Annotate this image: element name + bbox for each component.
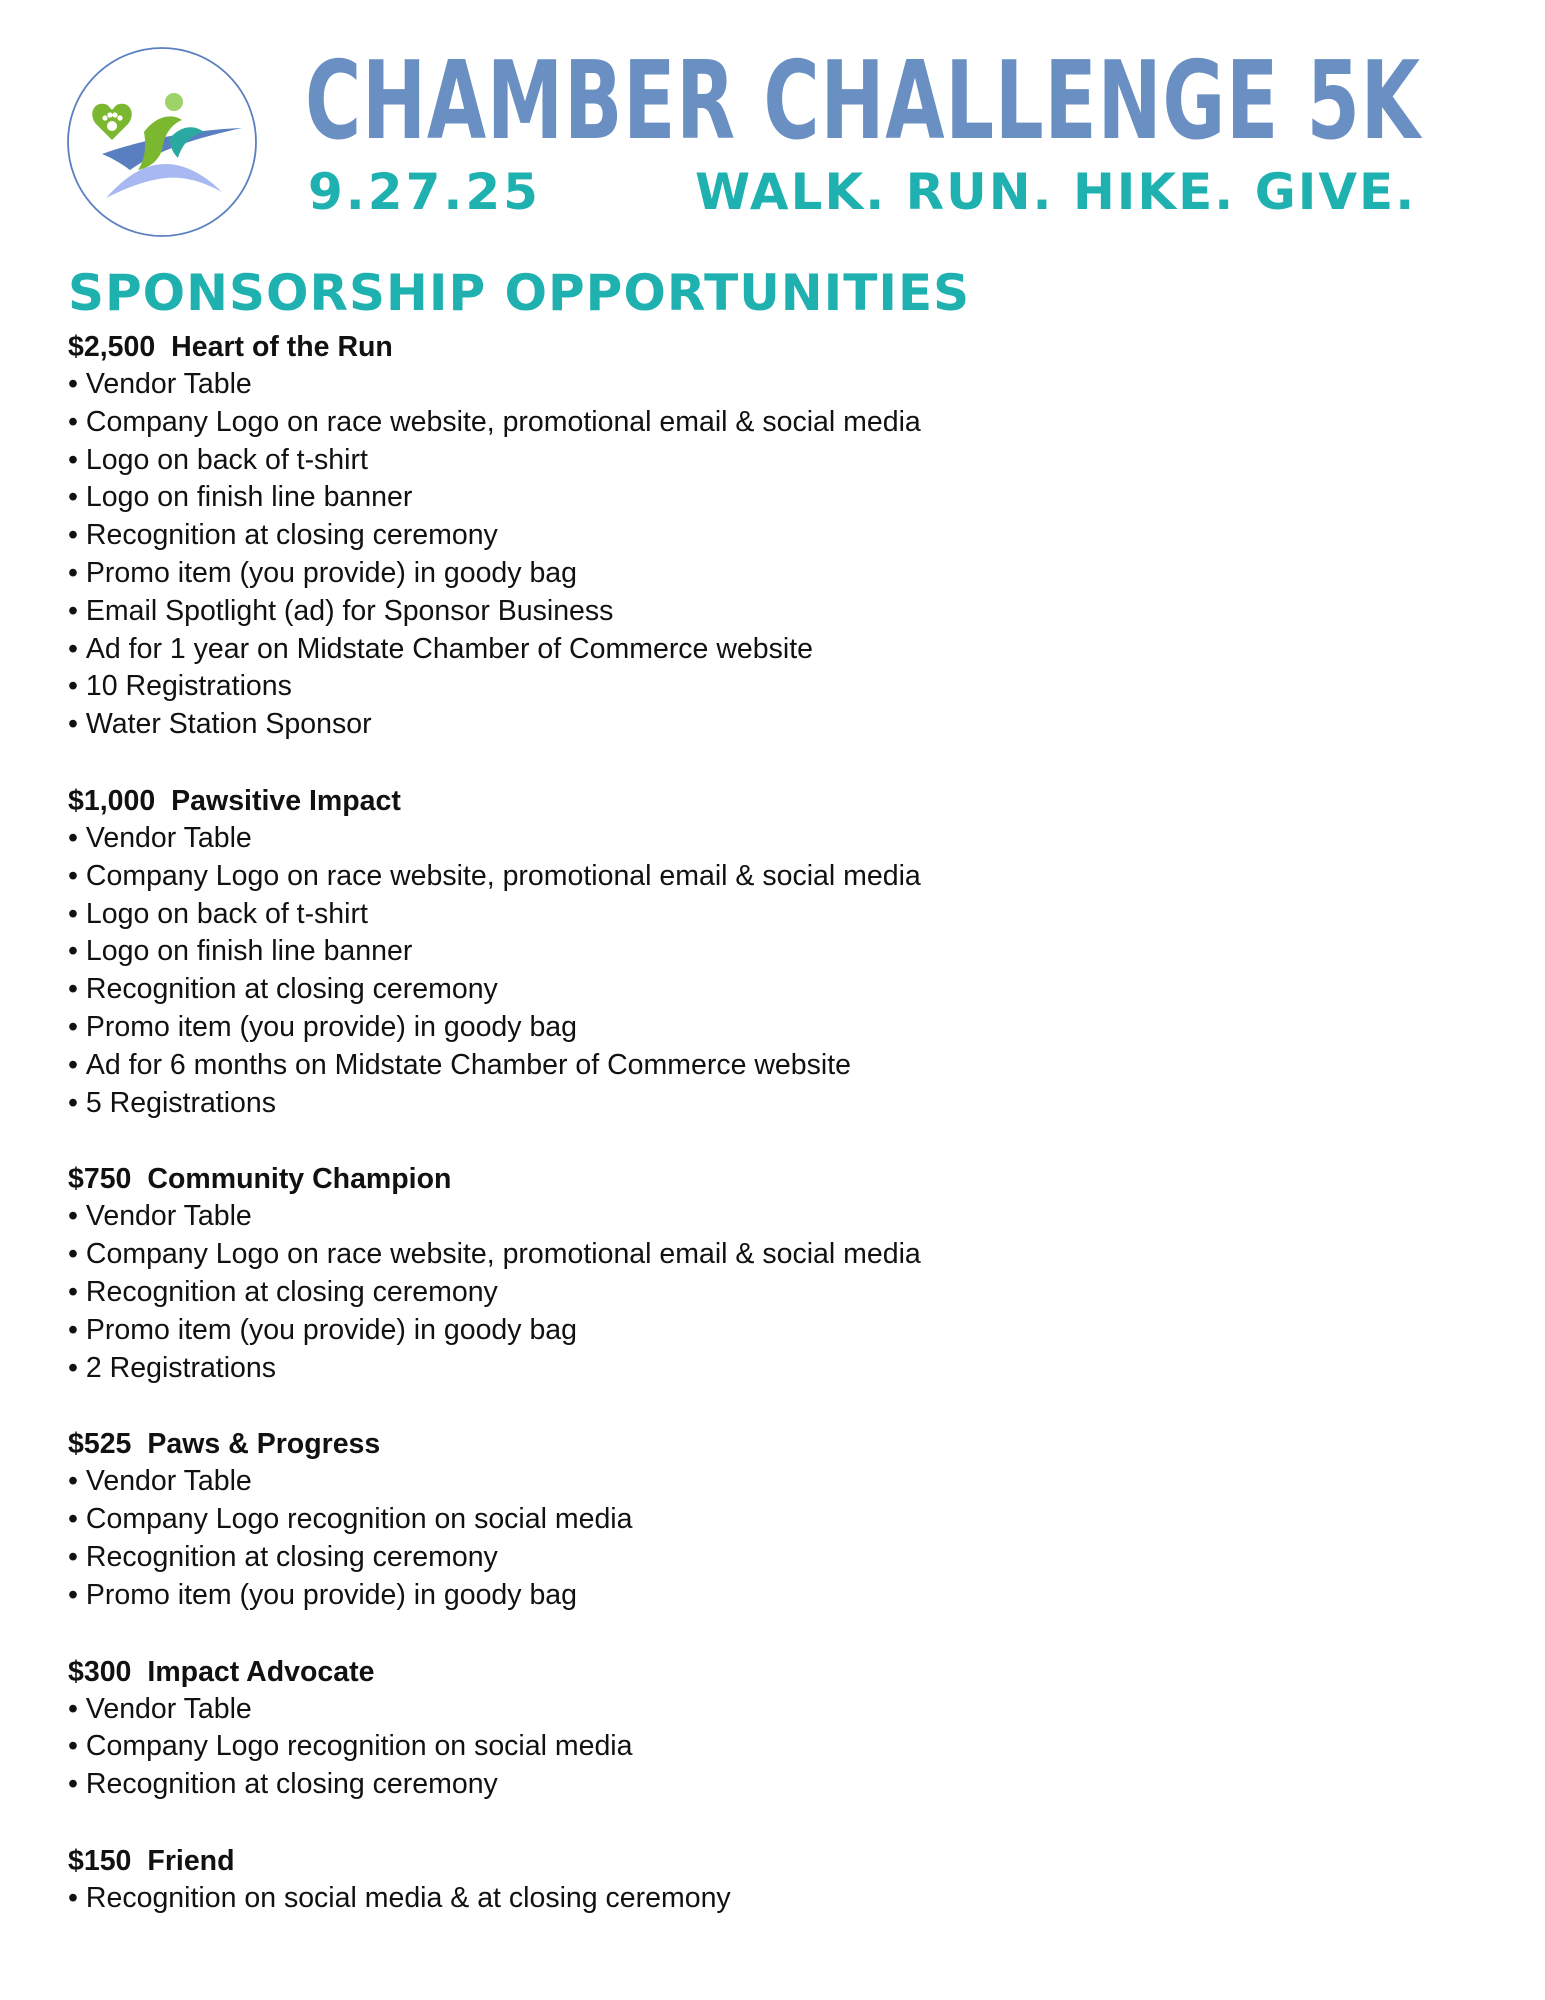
- tier-price: $750: [68, 1163, 132, 1196]
- tier-heading: [68, 1842, 1468, 1880]
- tier-price: $525: [68, 1428, 132, 1461]
- benefit-item: • Vendor Table: [68, 820, 1468, 858]
- tier-name: Friend: [147, 1844, 235, 1877]
- benefit-item: • Recognition at closing ceremony: [68, 1766, 1468, 1804]
- benefit-item: • Vendor Table: [68, 1198, 1468, 1236]
- header: [0, 0, 1545, 260]
- tier-name: Community Champion: [147, 1163, 452, 1196]
- tier-heading: [68, 782, 1468, 820]
- benefit-item: • Water Station Sponsor: [68, 706, 1468, 744]
- benefit-list: [68, 1198, 1468, 1387]
- tier-heading: [68, 1160, 1468, 1198]
- tier-price: $1,000: [68, 784, 156, 817]
- benefit-item: • Recognition at closing ceremony: [68, 1274, 1468, 1312]
- tier-heading: [68, 1653, 1468, 1691]
- event-tagline: WALK. RUN. HIKE. GIVE.: [695, 163, 1417, 221]
- benefit-item: • Logo on finish line banner: [68, 479, 1468, 517]
- benefit-item: • Recognition on social media & at closing ceremony: [68, 1880, 1468, 1918]
- benefit-item: • Ad for 1 year on Midstate Chamber of Commerce website: [68, 631, 1468, 669]
- runner-heart-paw-logo-icon: [66, 46, 258, 238]
- benefit-item: • Recognition at closing ceremony: [68, 1539, 1468, 1577]
- tier-name: Impact Advocate: [147, 1655, 375, 1688]
- benefit-list: [68, 1880, 1468, 1918]
- benefit-item: • Logo on back of t-shirt: [68, 442, 1468, 480]
- event-date: 9.27.25: [308, 163, 541, 221]
- benefit-item: • Vendor Table: [68, 1691, 1468, 1729]
- benefit-item: • Company Logo on race website, promotional email & social media: [68, 1236, 1468, 1274]
- benefit-item: • 5 Registrations: [68, 1085, 1468, 1123]
- benefit-item: • Recognition at closing ceremony: [68, 517, 1468, 555]
- benefit-item: • Company Logo on race website, promotional email & social media: [68, 404, 1468, 442]
- tier-price: $150: [68, 1844, 132, 1877]
- tier-name: Paws & Progress: [147, 1428, 381, 1461]
- tier-heading: [68, 328, 1468, 366]
- sponsorship-tier: [68, 1160, 1468, 1387]
- benefit-item: • Vendor Table: [68, 1463, 1468, 1501]
- benefit-item: • Email Spotlight (ad) for Sponsor Business: [68, 593, 1468, 631]
- benefit-item: • Promo item (you provide) in goody bag: [68, 1009, 1468, 1047]
- benefit-item: • Promo item (you provide) in goody bag: [68, 1312, 1468, 1350]
- sponsorship-tier: [68, 328, 1468, 744]
- benefit-item: • Company Logo on race website, promotional email & social media: [68, 858, 1468, 896]
- benefit-list: [68, 1691, 1468, 1804]
- sponsorship-tiers: [68, 328, 1468, 1956]
- tier-price: $300: [68, 1655, 132, 1688]
- tier-heading: [68, 1425, 1468, 1463]
- tier-name: Pawsitive Impact: [171, 784, 401, 817]
- sponsorship-tier: [68, 782, 1468, 1122]
- sponsorship-tier: [68, 1425, 1468, 1614]
- sponsorship-tier: [68, 1842, 1468, 1918]
- benefit-list: [68, 366, 1468, 744]
- benefit-item: • 2 Registrations: [68, 1350, 1468, 1388]
- tier-name: Heart of the Run: [171, 331, 393, 363]
- section-title: SPONSORSHIP OPPORTUNITIES: [68, 264, 971, 322]
- benefit-item: • Ad for 6 months on Midstate Chamber of Commerce website: [68, 1047, 1468, 1085]
- sponsorship-tier: [68, 1653, 1468, 1804]
- benefit-list: [68, 820, 1468, 1122]
- benefit-item: • Recognition at closing ceremony: [68, 971, 1468, 1009]
- benefit-list: [68, 1463, 1468, 1614]
- benefit-item: • 10 Registrations: [68, 668, 1468, 706]
- benefit-item: • Vendor Table: [68, 366, 1468, 404]
- benefit-item: • Logo on finish line banner: [68, 933, 1468, 971]
- tier-price: $2,500: [68, 331, 156, 363]
- event-title: CHAMBER CHALLENGE 5K: [305, 39, 1421, 164]
- benefit-item: • Company Logo recognition on social media: [68, 1728, 1468, 1766]
- benefit-item: • Promo item (you provide) in goody bag: [68, 1577, 1468, 1615]
- benefit-item: • Company Logo recognition on social media: [68, 1501, 1468, 1539]
- benefit-item: • Promo item (you provide) in goody bag: [68, 555, 1468, 593]
- benefit-item: • Logo on back of t-shirt: [68, 896, 1468, 934]
